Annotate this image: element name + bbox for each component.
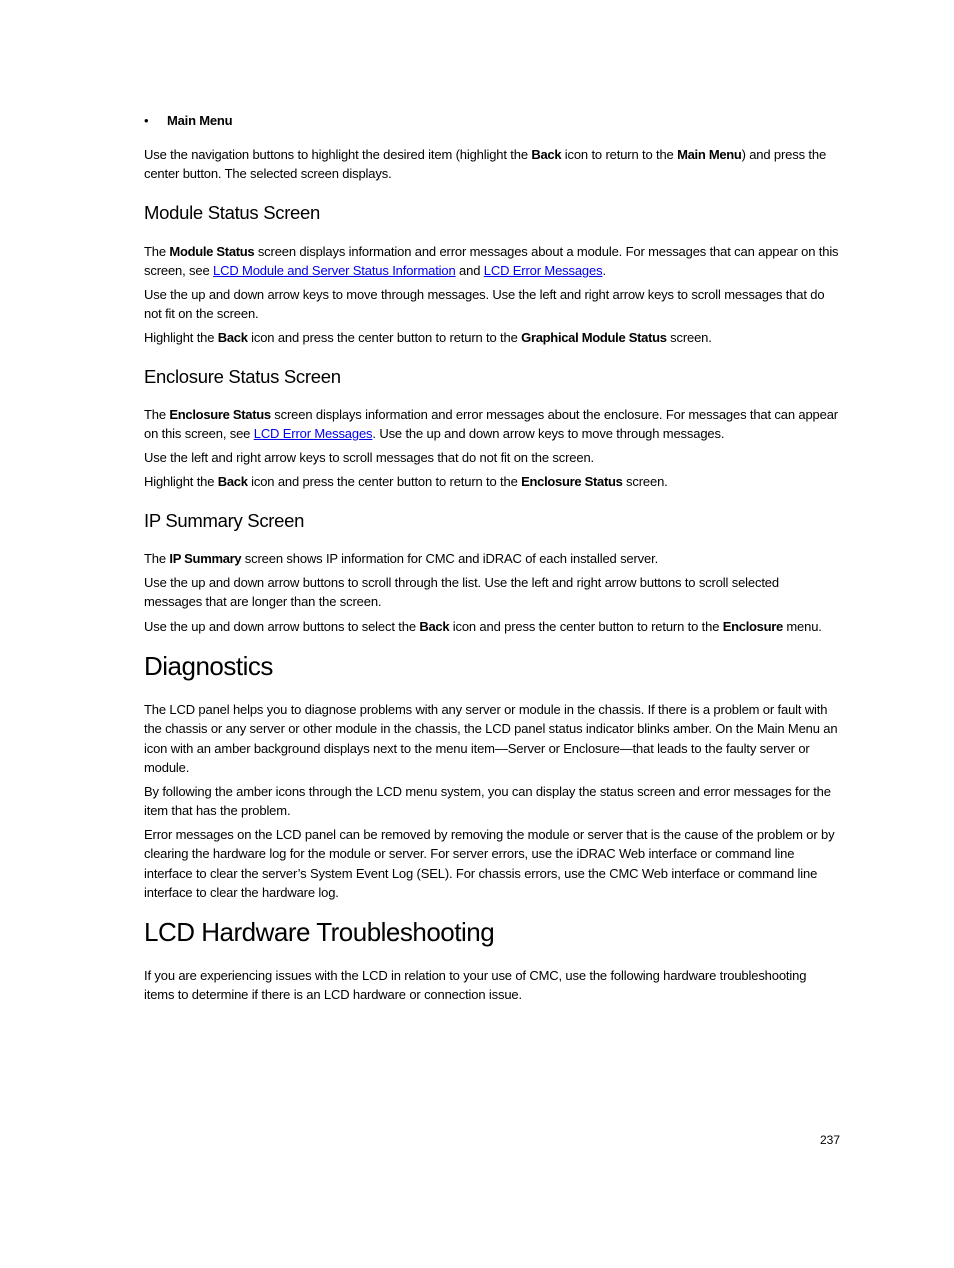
enclosure-status-paragraph-3: Highlight the Back icon and press the center button to return to the Enclosure Status screen. <box>144 474 668 489</box>
module-status-paragraph-1: The Module Status screen displays information and error messages about a module. For messages that can appear on this screen, see LCD Module and Server Status Information and LCD Error Messages. <box>144 244 839 279</box>
heading-module-status-screen: Module Status Screen <box>144 202 321 223</box>
diagnostics-paragraph-3: Error messages on the LCD panel can be removed by removing the module or server that is the cause of the problem or by clearing the hardware log for the module or server. For server errors, use the iDRAC Web interface or command line interface to clear the server’s System Event Log (SEL). For chassis errors, use the CMC Web interface or command line interface to clear the hardware log. <box>144 827 835 900</box>
diagnostics-paragraph-1: The LCD panel helps you to diagnose problems with any server or module in the chassis. If there is a problem or fault with the chassis or any server or other module in the chassis, the LCD panel status indicator blinks amber. On the Main Menu an icon with an amber background displays next to the menu item—Server or Enclosure—that leads to the faulty server or module. <box>144 702 838 775</box>
module-status-paragraph-2: Use the up and down arrow keys to move through messages. Use the left and right arrow keys to scroll messages that do not fit on the screen. <box>144 287 825 322</box>
link-lcd-error-messages[interactable]: LCD Error Messages <box>483 263 603 279</box>
intro-paragraph: Use the navigation buttons to highlight the desired item (highlight the Back icon to return to the Main Menu) and press the center button. The selected screen displays. <box>144 147 827 182</box>
enclosure-status-paragraph-1: The Enclosure Status screen displays information and error messages about the enclosure. For messages that can appear on this screen, see LCD Error Messages. Use the up and down arrow keys to move through messages. <box>144 407 838 442</box>
diagnostics-paragraph-2: By following the amber icons through the LCD menu system, you can display the status screen and error messages for the item that has the problem. <box>144 784 831 819</box>
ip-summary-paragraph-3: Use the up and down arrow buttons to select the Back icon and press the center button to return to the Enclosure menu. <box>144 619 822 634</box>
ip-summary-paragraph-2: Use the up and down arrow buttons to scroll through the list. Use the left and right arrow buttons to scroll selected messages that are longer than the screen. <box>144 575 779 610</box>
heading-ip-summary-screen: IP Summary Screen <box>144 510 305 531</box>
ip-summary-paragraph-1: The IP Summary screen shows IP information for CMC and iDRAC of each installed server. <box>144 551 659 566</box>
bullet-item-main-menu <box>144 113 232 128</box>
link-lcd-error-messages-2[interactable]: LCD Error Messages <box>253 426 373 442</box>
heading-enclosure-status-screen: Enclosure Status Screen <box>144 366 341 387</box>
lcd-hardware-paragraph-1: If you are experiencing issues with the LCD in relation to your use of CMC, use the following hardware troubleshooting items to determine if there is an LCD hardware or connection issue. <box>144 968 807 1003</box>
bullet-label: Main Menu <box>167 113 233 128</box>
heading-lcd-hardware-troubleshooting: LCD Hardware Troubleshooting <box>144 917 495 947</box>
heading-diagnostics: Diagnostics <box>144 651 273 681</box>
enclosure-status-paragraph-2: Use the left and right arrow keys to scroll messages that do not fit on the screen. <box>144 450 595 465</box>
link-lcd-module-server-status[interactable]: LCD Module and Server Status Information <box>213 263 456 279</box>
page-number: 237 <box>819 1133 840 1147</box>
module-status-paragraph-3: Highlight the Back icon and press the center button to return to the Graphical Module Status screen. <box>144 330 712 345</box>
bullet-icon: • <box>144 113 149 128</box>
